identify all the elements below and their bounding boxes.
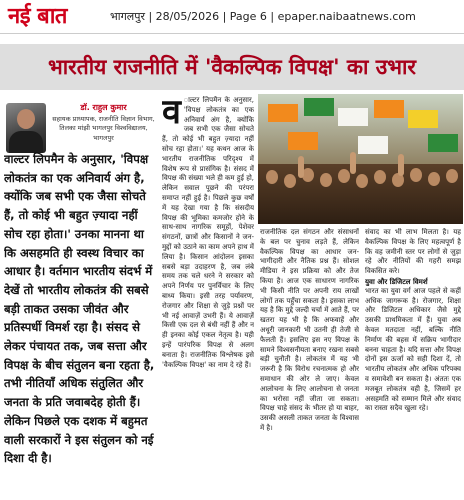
flag-shape [304,98,334,116]
dateline: भागलपुर | 28/05/2026 | Page 6 | epaper.naibaatnews.com [110,10,416,23]
flag-shape [408,110,438,128]
raised-hand-shape [298,156,304,178]
column-subheading: युवा और डिजिटल विमर्श [365,276,428,286]
author-name: डॉ. राहुल कुमार [80,103,127,112]
article-headline: भारतीय राजनीति में 'वैकल्पिक विपक्ष' का उभार [47,55,417,79]
pull-column: वाल्टर लिपमैन के अनुसार, 'विपक्ष लोकतंत्र का एक अनिवार्य अंग है, क्योंकि जब सभी एक जैसा सोचते हैं, तो कोई भी बहुत ज़्यादा नहीं सोच रहा होता।' उनका मानना था कि असहमति ही स्वस्थ विचार का आधार है। वर्तमान भारतीय संदर्भ में देखें तो भारतीय लोकतंत्र की सबसे बड़ी ताकत उसका जीवंत और प्रतिस्पर्धी विमर्श रहा है। संसद से लेकर पंचायत तक, जब सत्ता और विपक्ष के बीच संतुलन बना रहता है, तभी नीतियाँ अधिक संतुलित और जनता के प्रति जवाबदेह होती हैं। लेकिन पिछले एक दशक में बहुमत वाली सरकारों ने इस संतुलन को नई दिशा दी है। [4,152,155,466]
column-1-text: ाल्टर लिपमैन के अनुसार, 'विपक्ष लोकतंत्र का एक अनिवार्य अंग है, क्योंकि जब सभी एक जैसा सोचते हैं, तो कोई भी बहुत ज़्यादा नहीं सोच रहा होता।' यह कथन आज के भारतीय राजनीतिक परिदृश्य में विशेष रूप से प्रासंगिक है। संसद में विपक्ष की संख्या भले ही कम हुई हो, लेकिन सवाल पूछने की परंपरा समाप्त नहीं हुई है। पिछले कुछ वर्षों में यह देखा गया है कि संसदीय विपक्ष की भूमिका कमजोर होने के साथ-साथ नागरिक समूहों, पेशेवर संगठनों, छात्रों और किसानों ने जन-मुद्दों को उठाने का काम अपने हाथ में लिया है। किसान आंदोलन इसका सबसे बड़ा उदाहरण है, जब लंबे समय तक चले धरने ने सरकार को अपने निर्णय पर पुनर्विचार के लिए बाध्य किया। इसी तरह पर्यावरण, रोजगार और शिक्षा से जुड़े प्रश्नों पर भी नई आवाज़ें उभरी हैं। ये आवाज़ें किसी एक दल से बंधी नहीं हैं और न ही इनका कोई एकल नेतृत्व है। यही इन्हें पारंपरिक विपक्ष से अलग बनाता है। राजनीतिक विश्लेषक इसे 'वैकल्पिक विपक्ष' का नाम दे रहे हैं। [162,96,254,369]
article-photo [258,94,463,224]
flag-shape [374,100,404,118]
masthead [0,0,464,34]
flag-shape [338,108,368,126]
raised-hand-shape [350,152,356,174]
raised-hand-shape [398,154,404,176]
column-3-text: संवाद का भी लाभ मिलता है। यह वैकल्पिक विपक्ष के लिए महत्वपूर्ण है कि वह जमीनी स्तर पर लोगों से जुड़ा रहे और नीतियों की गहरी समझ विकसित करे। [365,228,461,276]
newspaper-logo[interactable] [8,3,104,31]
drop-cap: व [162,96,181,132]
headline-band [0,44,464,90]
article-column-3 [365,228,461,494]
crowd-shape [258,164,463,224]
flag-shape [358,136,388,154]
byline [52,103,155,143]
article-column-1 [162,96,254,494]
column-3-text-2: भारत का युवा वर्ग आज पहले से कहीं अधिक जागरूक है। रोजगार, शिक्षा और डिजिटल अधिकार जैसे मुद्दे उसकी प्राथमिकता में हैं। युवा अब केवल मतदाता नहीं, बल्कि नीति निर्माण की बहस में सक्रिय भागीदार बनना चाहता है। यदि सत्ता और विपक्ष दोनों इस ऊर्जा को सही दिशा दें, तो भारतीय लोकतंत्र और अधिक परिपक्व व समावेशी बन सकता है। अंततः एक मजबूत लोकतंत्र वही है, जिसमें हर असहमति को सम्मान मिले और संवाद का रास्ता सदैव खुला रहे। [365,286,461,413]
author-photo [6,103,46,153]
article-column-2: राजनीतिक दल संगठन और संसाधनों के बल पर चुनाव लड़ते हैं, लेकिन वैकल्पिक विपक्ष का आधार जन-भागीदारी और नैतिक प्रश्न हैं। सोशल मीडिया ने इस प्रक्रिया को और तेज किया है। आज एक साधारण नागरिक भी किसी नीति पर अपनी राय लाखों लोगों तक पहुँचा सकता है। इसका लाभ यह है कि मुद्दे जल्दी चर्चा में आते हैं, पर खतरा यह भी है कि अफवाहें और अधूरी जानकारी भी उतनी ही तेजी से फैलती हैं। इसलिए इस नए विपक्ष के सामने विश्वसनीयता बनाए रखना सबसे बड़ी चुनौती है। लोकतंत्र में यह भी जरूरी है कि विरोध रचनात्मक हो और समाधान की ओर ले जाए। केवल आलोचना के लिए आलोचना से जनता का भरोसा नहीं जीता जा सकता। विपक्ष चाहे संसद के भीतर हो या बाहर, उसकी असली ताकत जनता के विश्वास में है। [260,228,359,432]
author-designation: सहायक प्राध्यापक, राजनीति विज्ञान विभाग, तिलका मांझी भागलपुर विश्वविद्यालय, भागलपुर [52,114,155,142]
flag-shape [268,104,298,122]
flag-shape [288,132,318,150]
flag-shape [428,134,458,152]
logo-text: नई बात [8,4,67,29]
